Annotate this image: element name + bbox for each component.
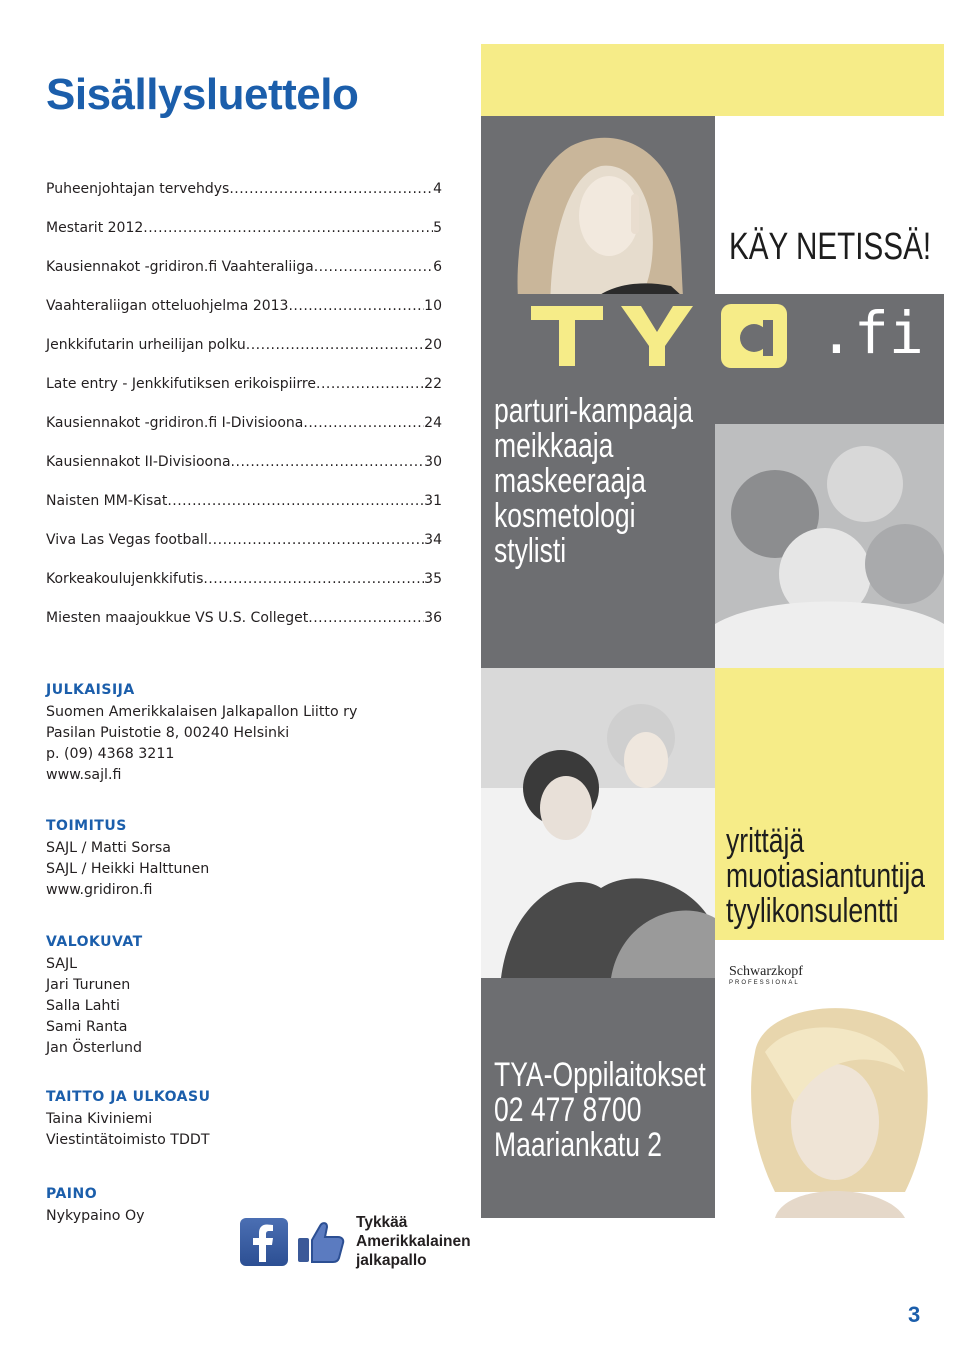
toc-page: 22 [424,376,442,392]
facebook-line: jalkapallo [356,1252,427,1269]
toc-page: 35 [424,571,442,587]
credit-link[interactable]: www.gridiron.fi [46,882,153,898]
group-photo [715,424,944,668]
toc-item[interactable] [46,527,442,549]
tya-logo-mark [525,298,793,372]
toc-leader [229,180,433,198]
facebook-like-text[interactable] [356,1213,471,1270]
contact-info [494,1058,706,1163]
profession-item: stylisti [494,532,567,570]
ad-headline: KÄY NETISSÄ! [729,226,932,268]
toc-page: 30 [424,454,442,470]
professions-list [494,394,693,569]
tya-advertisement[interactable] [481,44,944,1218]
tya-logo [525,298,793,372]
credit-line: Sami Ranta [46,1019,128,1035]
toc-page: 10 [424,298,442,314]
credit-line: SAJL [46,956,78,972]
toc-page: 5 [433,220,442,236]
toc-item[interactable] [46,293,442,315]
sponsor-logo: Schwarzkopf [729,964,803,979]
toc-label: Naisten MM-Kisat [46,493,168,509]
toc-page: 31 [424,493,442,509]
tya-domain-suffix: .fi [819,299,924,367]
toc-leader [231,453,425,471]
credit-link[interactable]: www.sajl.fi [46,767,122,783]
credit-heading-julkaisija: JULKAISIJA [46,682,135,698]
toc-item[interactable] [46,410,442,432]
party-photo [481,668,715,978]
toc-leader [314,258,433,276]
toc-item[interactable] [46,176,442,198]
toc-label: Viva Las Vegas football [46,532,208,548]
toc-item[interactable] [46,332,442,354]
sponsor-sub: PROFESSIONAL [729,980,800,986]
toc-page: 34 [424,532,442,548]
toc-item[interactable] [46,254,442,276]
facebook-line: Tykkää [356,1214,408,1231]
profession-item: meikkaaja [494,427,614,465]
profession-item: parturi-kampaaja [494,392,693,430]
toc-label: Vaahteraliigan otteluohjelma 2013 [46,298,289,314]
toc-leader [208,531,424,549]
toc-label: Jenkkifutarin urheilijan polku [46,337,246,353]
toc-label: Miesten maajoukkue VS U.S. Colleget [46,610,309,626]
profession-item: maskeeraaja [494,462,646,500]
toc-leader [303,414,424,432]
credit-line: SAJL / Matti Sorsa [46,840,171,856]
toc-item[interactable] [46,488,442,510]
toc-label: Kausiennakot II-Divisioona [46,454,231,470]
facebook-f-glyph [240,1218,288,1266]
toc-page: 36 [424,610,442,626]
thumbs-up-icon[interactable] [296,1216,346,1266]
toc-label: Late entry - Jenkkifutiksen erikoispiirre [46,376,316,392]
toc-label: Mestarit 2012 [46,220,144,236]
toc-label: Kausiennakot -gridiron.fi I-Divisioona [46,415,304,431]
role-item: tyylikonsulentti [726,892,899,930]
role-item: muotiasiantuntija [726,857,926,895]
credit-heading-taitto: TAITTO JA ULKOASU [46,1089,211,1105]
contact-phone[interactable]: 02 477 8700 [494,1091,642,1129]
toc-page: 24 [424,415,442,431]
roles-list [726,824,925,929]
credit-line: SAJL / Heikki Halttunen [46,861,210,877]
toc-label: Puheenjohtajan tervehdys [46,181,230,197]
toc-page: 6 [433,259,442,275]
role-item: yrittäjä [726,822,805,860]
credit-line: p. (09) 4368 3211 [46,746,175,762]
toc-leader [143,219,433,237]
toc-item[interactable] [46,566,442,588]
toc-leader [203,570,424,588]
toc-leader [308,609,424,627]
page-title: Sisällysluettelo [46,70,359,119]
toc-leader [288,297,424,315]
page-number: 3 [908,1302,921,1327]
blonde-model-photo [715,992,944,1218]
credit-heading-toimitus: TOIMITUS [46,818,127,834]
credit-line: Nykypaino Oy [46,1208,145,1224]
credit-line: Viestintätoimisto TDDT [46,1132,210,1148]
credit-line: Pasilan Puistotie 8, 00240 Helsinki [46,725,290,741]
credit-line: Taina Kiviniemi [46,1111,153,1127]
toc-leader [316,375,424,393]
ad-white-panel [715,116,944,316]
credit-line: Jari Turunen [46,977,131,993]
toc-label: Korkeakoulujenkkifutis [46,571,204,587]
credit-heading-paino: PAINO [46,1186,98,1202]
contact-name: TYA-Oppilaitokset [494,1056,706,1094]
credit-line: Suomen Amerikkalaisen Jalkapallon Liitto ry [46,704,358,720]
credit-line: Salla Lahti [46,998,120,1014]
toc-label: Kausiennakot -gridiron.fi Vaahteraliiga [46,259,314,275]
contact-address: Maariankatu 2 [494,1126,663,1164]
toc-item[interactable] [46,605,442,627]
facebook-logo-icon[interactable] [240,1218,288,1266]
toc-leader [167,492,424,510]
toc-item[interactable] [46,449,442,471]
toc-leader [246,336,424,354]
toc-page: 20 [424,337,442,353]
credit-heading-valokuvat: VALOKUVAT [46,934,143,950]
facebook-line: Amerikkalainen [356,1233,471,1250]
toc-page: 4 [433,181,442,197]
profession-item: kosmetologi [494,497,636,535]
toc-item[interactable] [46,371,442,393]
toc-item[interactable] [46,215,442,237]
credit-line: Jan Österlund [46,1040,142,1056]
ad-yellow-band [481,44,944,116]
